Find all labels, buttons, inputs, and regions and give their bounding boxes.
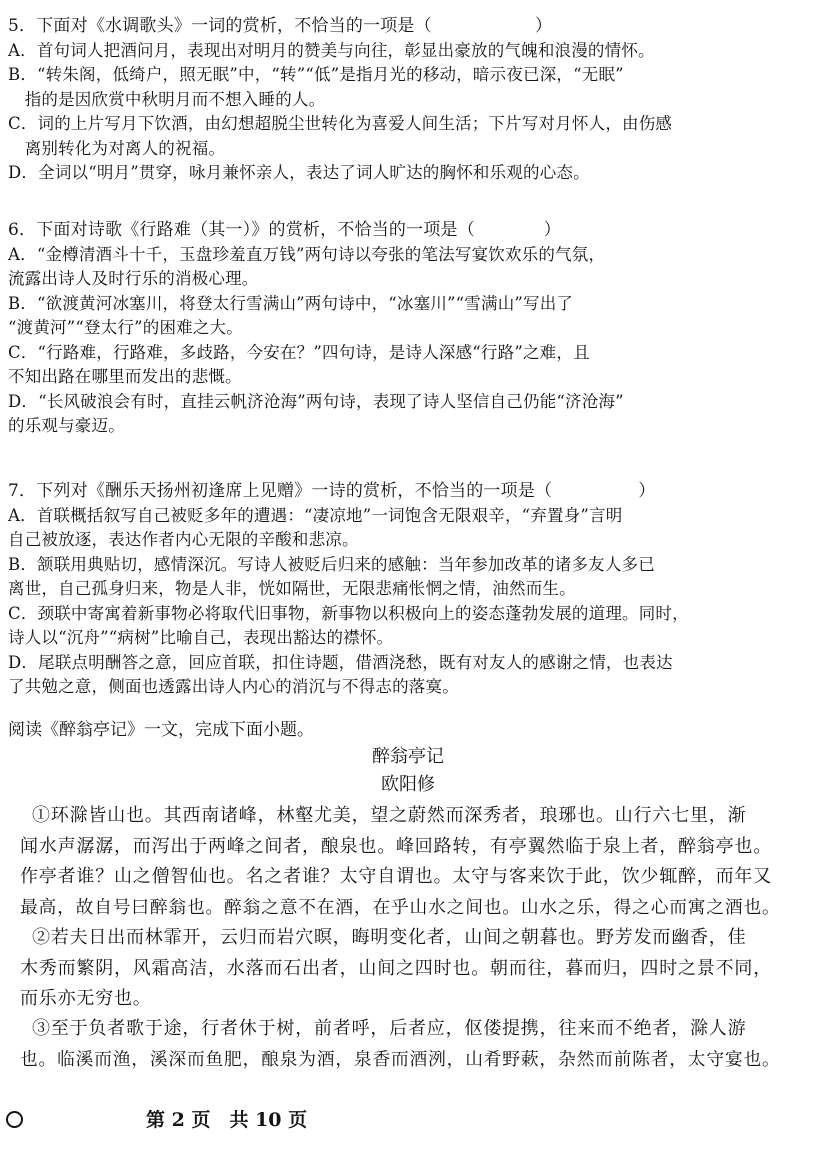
question-5-stem: 5．下面对《水调歌头》一词的赏析，不恰当的一项是（ ） — [8, 16, 553, 36]
question-5-option-c-cont: 离别转化为对离人的祝福。 — [8, 138, 226, 158]
question-6-option-b: B．“欲渡黄河冰塞川，将登太行雪满山”两句诗中，“冰塞川”“雪满山”写出了 — [8, 293, 574, 313]
question-6-option-d-cont: 的乐观与豪迈。 — [8, 416, 125, 435]
question-7-option-d-cont: 了共勉之意，侧面也透露出诗人内心的消沉与不得志的落寞。 — [8, 677, 459, 696]
question-6-option-c: C．“行路难，行路难，多歧路，今安在？”四句诗，是诗人深感“行路”之难，且 — [8, 342, 590, 362]
question-5-option-b-cont: 指的是因欣赏中秋明月而不想入睡的人。 — [8, 89, 326, 109]
reading-intro: 阅读《醉翁亭记》一文，完成下面小题。 — [8, 720, 314, 740]
question-7-option-c-cont: 诗人以“沉舟”“病树”比喻自己，表现出豁达的襟怀。 — [8, 628, 394, 647]
question-7-option-b: B．颔联用典贴切，感情深沉。写诗人被贬后归来的感触：当年参加改革的诸多友人多已 — [8, 554, 655, 574]
question-6-option-a: A．“金樽清酒斗十千，玉盘珍羞直万钱”两句诗以夸张的笔法写宴饮欢乐的气氛， — [8, 244, 606, 264]
page-number: 第 2 页 共 10 页 — [146, 1109, 308, 1131]
question-5 — [8, 14, 808, 186]
question-7-option-c: C．颈联中寄寓着新事物必将取代旧事物，新事物以积极向上的姿态蓬勃发展的道理。同时， — [8, 603, 689, 623]
question-6 — [8, 218, 808, 439]
paragraph-line: 而乐亦无穷也。 — [20, 988, 152, 1009]
paragraph-line: 闻水声潺潺，而泻出于两峰之间者，酿泉也。峰回路转，有亭翼然临于泉上者，醉翁亭也。 — [20, 835, 772, 857]
paragraph-line: 也。临溪而渔，溪深而鱼肥，酿泉为酒，泉香而酒洌，山肴野蔌，杂然而前陈者，太守宴也。 — [20, 1049, 781, 1070]
question-5-option-b: B．“转朱阁，低绮户，照无眠”中，“转”“低”是指月光的移动，暗示夜已深，“无眠” — [8, 65, 624, 84]
passage-paragraph-2 — [20, 923, 790, 1015]
paragraph-line: ③至于负者歌于途，行者休于树，前者呼，后者应，伛偻提携，往来而不绝者，滁人游 — [32, 1018, 747, 1039]
paragraph-line: ①环滁皆山也。其西南诸峰，林壑尤美，望之蔚然而深秀者，琅琊也。山行六七里，渐 — [32, 805, 747, 826]
question-6-option-c-cont: 不知出路在哪里而发出的悲慨。 — [8, 367, 242, 386]
question-6-option-d: D．“长风破浪会有时，直挂云帆济沧海”两句诗，表现了诗人坚信自己仍能“济沧海” — [8, 391, 624, 411]
binding-circle-icon — [6, 1111, 23, 1128]
paragraph-line: 作亭者谁？山之僧智仙也。名之者谁？太守自谓也。太守与客来饮于此，饮少辄醉，而年又 — [20, 866, 772, 887]
passage-title: 醉翁亭记 — [372, 746, 444, 767]
question-5-option-a: A．首句词人把酒问月，表现出对明月的赞美与向往，彰显出豪放的气魄和浪漫的情怀。 — [8, 40, 655, 60]
question-7 — [8, 479, 808, 700]
question-5-option-d: D．全词以“明月”贯穿，咏月兼怀亲人，表达了词人旷达的胸怀和乐观的心态。 — [8, 163, 590, 182]
question-7-option-b-cont: 离世，自己孤身归来，物是人非，恍如隔世，无限悲痛怅惘之情，油然而生。 — [8, 579, 576, 598]
passage-paragraph-1 — [20, 801, 790, 923]
passage-paragraph-3 — [20, 1014, 790, 1075]
question-6-option-a-cont: 流露出诗人及时行乐的消极心理。 — [8, 269, 259, 288]
page-footer — [0, 1103, 816, 1143]
question-7-option-a-cont: 自己被放逐，表达作者内心无限的辛酸和悲凉。 — [8, 530, 359, 549]
question-7-option-d: D．尾联点明酬答之意，回应首联，扣住诗题，借酒浇愁，既有对友人的感谢之情，也表达 — [8, 652, 673, 672]
question-6-stem: 6．下面对诗歌《行路难（其一）》的赏析，不恰当的一项是（ ） — [8, 220, 561, 240]
paragraph-line: 木秀而繁阴，风霜高洁，水落而石出者，山间之四时也。朝而往，暮而归，四时之景不同， — [20, 957, 772, 979]
question-7-stem: 7．下列对《酬乐天扬州初逢席上见赠》一诗的赏析，不恰当的一项是（ ） — [8, 481, 656, 501]
paragraph-line: 最高，故自号曰醉翁也。醉翁之意不在酒，在乎山水之间也。山水之乐，得之心而寓之酒也。 — [20, 897, 781, 918]
question-5-option-c: C．词的上片写月下饮酒，由幻想超脱尘世转化为喜爱人间生活；下片写对月怀人，由伤感 — [8, 114, 673, 133]
question-6-option-b-cont: “渡黄河”“登太行”的困难之大。 — [8, 318, 243, 337]
question-7-option-a: A．首联概括叙写自己被贬多年的遭遇：“凄凉地”一词饱含无限艰辛，“弃置身”言明 — [8, 505, 623, 525]
paragraph-line: ②若夫日出而林霏开，云归而岩穴暝，晦明变化者，山间之朝暮也。野芳发而幽香，佳 — [32, 927, 747, 948]
passage-author: 欧阳修 — [381, 774, 435, 795]
